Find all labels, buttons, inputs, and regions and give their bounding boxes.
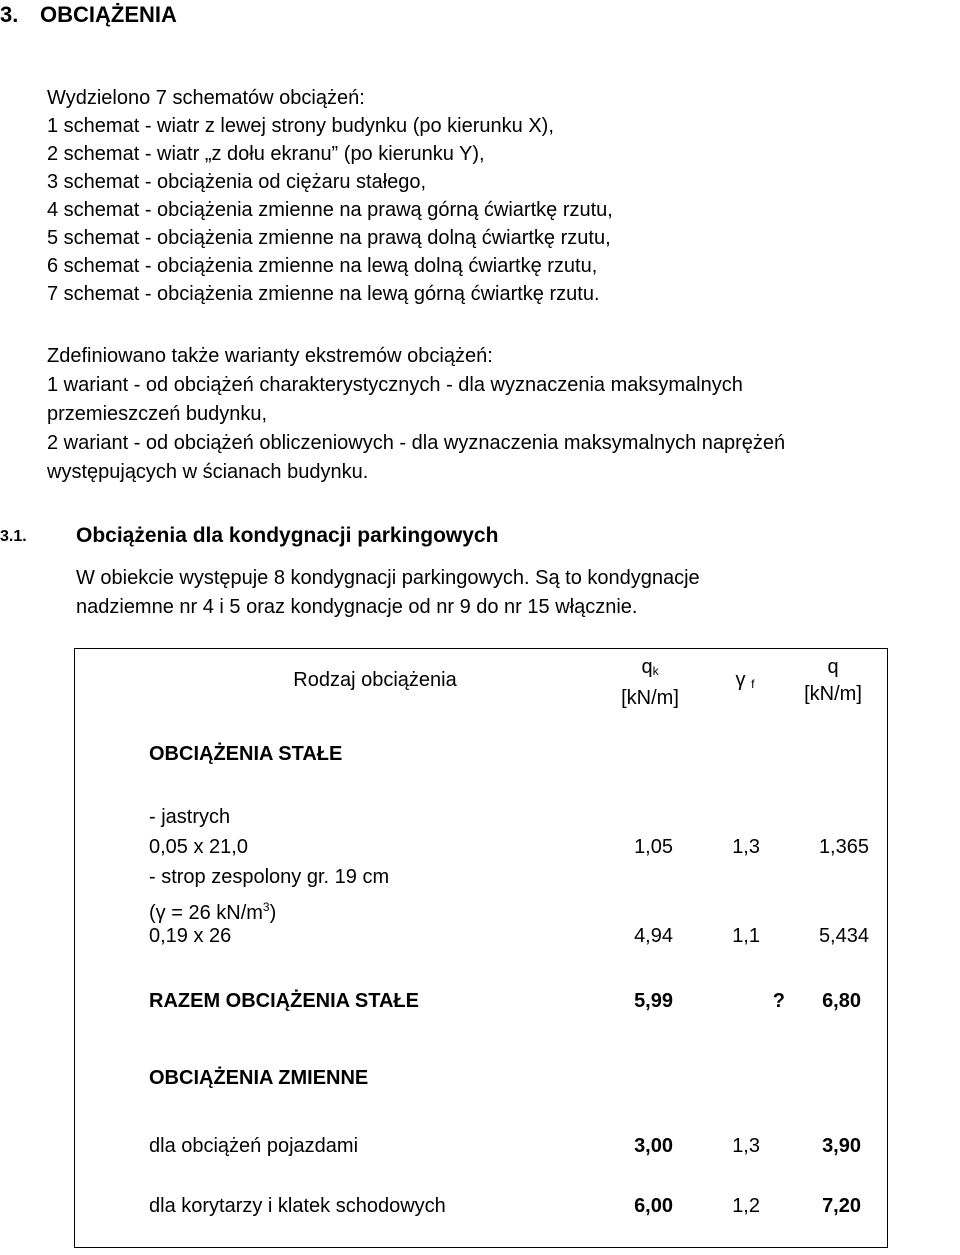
scheme-line: 3 schemat - obciążenia od ciężaru stałego, bbox=[47, 171, 427, 193]
section-title: OBCIĄŻENIA bbox=[40, 2, 177, 27]
subsection-number: 3.1. bbox=[0, 528, 27, 545]
header-qk bbox=[595, 654, 705, 712]
header-gamma bbox=[715, 667, 775, 698]
slab-calc: 0,19 x 26 bbox=[149, 925, 232, 947]
variants-line: Zdefiniowano także warianty ekstremów obciążeń: bbox=[47, 345, 493, 367]
slab-density-text: (γ = 26 kN/m bbox=[149, 902, 263, 924]
header-q-symbol: q bbox=[827, 656, 839, 678]
permanent-total-label: RAZEM OBCIĄŻENIA STAŁE bbox=[149, 990, 419, 1012]
permanent-total-q: 6,80 bbox=[822, 990, 861, 1012]
header-qk-subscript: k bbox=[652, 664, 659, 678]
header-qk-unit: [kN/m] bbox=[621, 687, 679, 709]
scheme-line: 5 schemat - obciążenia zmienne na prawą dolną ćwiartkę rzutu, bbox=[47, 227, 611, 249]
loads-table bbox=[74, 648, 888, 1248]
header-load-type: Rodzaj obciążenia bbox=[293, 669, 457, 691]
screed-label: - jastrych bbox=[149, 806, 231, 828]
corridor-load-q: 7,20 bbox=[822, 1195, 861, 1217]
variants-line: przemieszczeń budynku, bbox=[47, 403, 268, 425]
corridor-load-gamma: 1,2 bbox=[732, 1195, 760, 1217]
variable-heading: OBCIĄŻENIA ZMIENNE bbox=[149, 1067, 369, 1089]
permanent-heading: OBCIĄŻENIA STAŁE bbox=[149, 743, 343, 765]
vehicle-load-gamma: 1,3 bbox=[732, 1135, 760, 1157]
screed-q: 1,365 bbox=[818, 836, 869, 858]
vehicle-load-q: 3,90 bbox=[822, 1135, 861, 1157]
scheme-line: 1 schemat - wiatr z lewej strony budynku (po kierunku X), bbox=[47, 115, 554, 137]
scheme-line: 7 schemat - obciążenia zmienne na lewą górną ćwiartkę rzutu. bbox=[47, 283, 600, 305]
slab-label: - strop zespolony gr. 19 cm bbox=[149, 866, 390, 888]
slab-qk: 4,94 bbox=[634, 925, 673, 947]
subsection-line: nadziemne nr 4 i 5 oraz kondygnacje od nr 9 do nr 15 włącznie. bbox=[76, 596, 638, 618]
header-gamma-subscript: f bbox=[751, 677, 755, 691]
slab-density-exponent: 3 bbox=[262, 900, 270, 914]
vehicle-load-label: dla obciążeń pojazdami bbox=[149, 1135, 359, 1157]
variants-block bbox=[47, 342, 785, 487]
screed-qk: 1,05 bbox=[634, 836, 673, 858]
slab-gamma: 1,1 bbox=[732, 925, 760, 947]
header-q-unit: [kN/m] bbox=[804, 683, 862, 705]
variants-line: 1 wariant - od obciążeń charakterystycznych - dla wyznaczenia maksymalnych bbox=[47, 374, 743, 396]
permanent-total-gamma: ? bbox=[772, 990, 785, 1012]
variants-line: 2 wariant - od obciążeń obliczeniowych - dla wyznaczenia maksymalnych naprężeń bbox=[47, 432, 786, 454]
screed-calc: 0,05 x 21,0 bbox=[149, 836, 248, 858]
schemes-intro: Wydzielono 7 schematów obciążeń: bbox=[47, 87, 365, 109]
section-number: 3. bbox=[0, 2, 19, 27]
scheme-line: 2 schemat - wiatr „z dołu ekranu” (po kierunku Y), bbox=[47, 143, 485, 165]
variants-line: występujących w ścianach budynku. bbox=[47, 461, 369, 483]
schemes-block bbox=[47, 84, 613, 308]
header-qk-symbol: q bbox=[641, 656, 653, 678]
corridor-load-qk: 6,00 bbox=[634, 1195, 673, 1217]
vehicle-load-qk: 3,00 bbox=[634, 1135, 673, 1157]
header-q bbox=[783, 654, 883, 708]
scheme-line: 6 schemat - obciążenia zmienne na lewą dolną ćwiartkę rzutu, bbox=[47, 255, 598, 277]
screed-gamma: 1,3 bbox=[732, 836, 760, 858]
subsection-text bbox=[76, 564, 700, 622]
scheme-line: 4 schemat - obciążenia zmienne na prawą górną ćwiartkę rzutu, bbox=[47, 199, 613, 221]
slab-q: 5,434 bbox=[818, 925, 869, 947]
permanent-total-qk: 5,99 bbox=[634, 990, 673, 1012]
header-gamma-symbol: γ bbox=[735, 669, 746, 691]
subsection-line: W obiekcie występuje 8 kondygnacji parkingowych. Są to kondygnacje bbox=[76, 567, 700, 589]
subsection-title: Obciążenia dla kondygnacji parkingowych bbox=[76, 524, 499, 547]
slab-density-close: ) bbox=[269, 902, 277, 924]
corridor-load-label: dla korytarzy i klatek schodowych bbox=[149, 1195, 446, 1217]
